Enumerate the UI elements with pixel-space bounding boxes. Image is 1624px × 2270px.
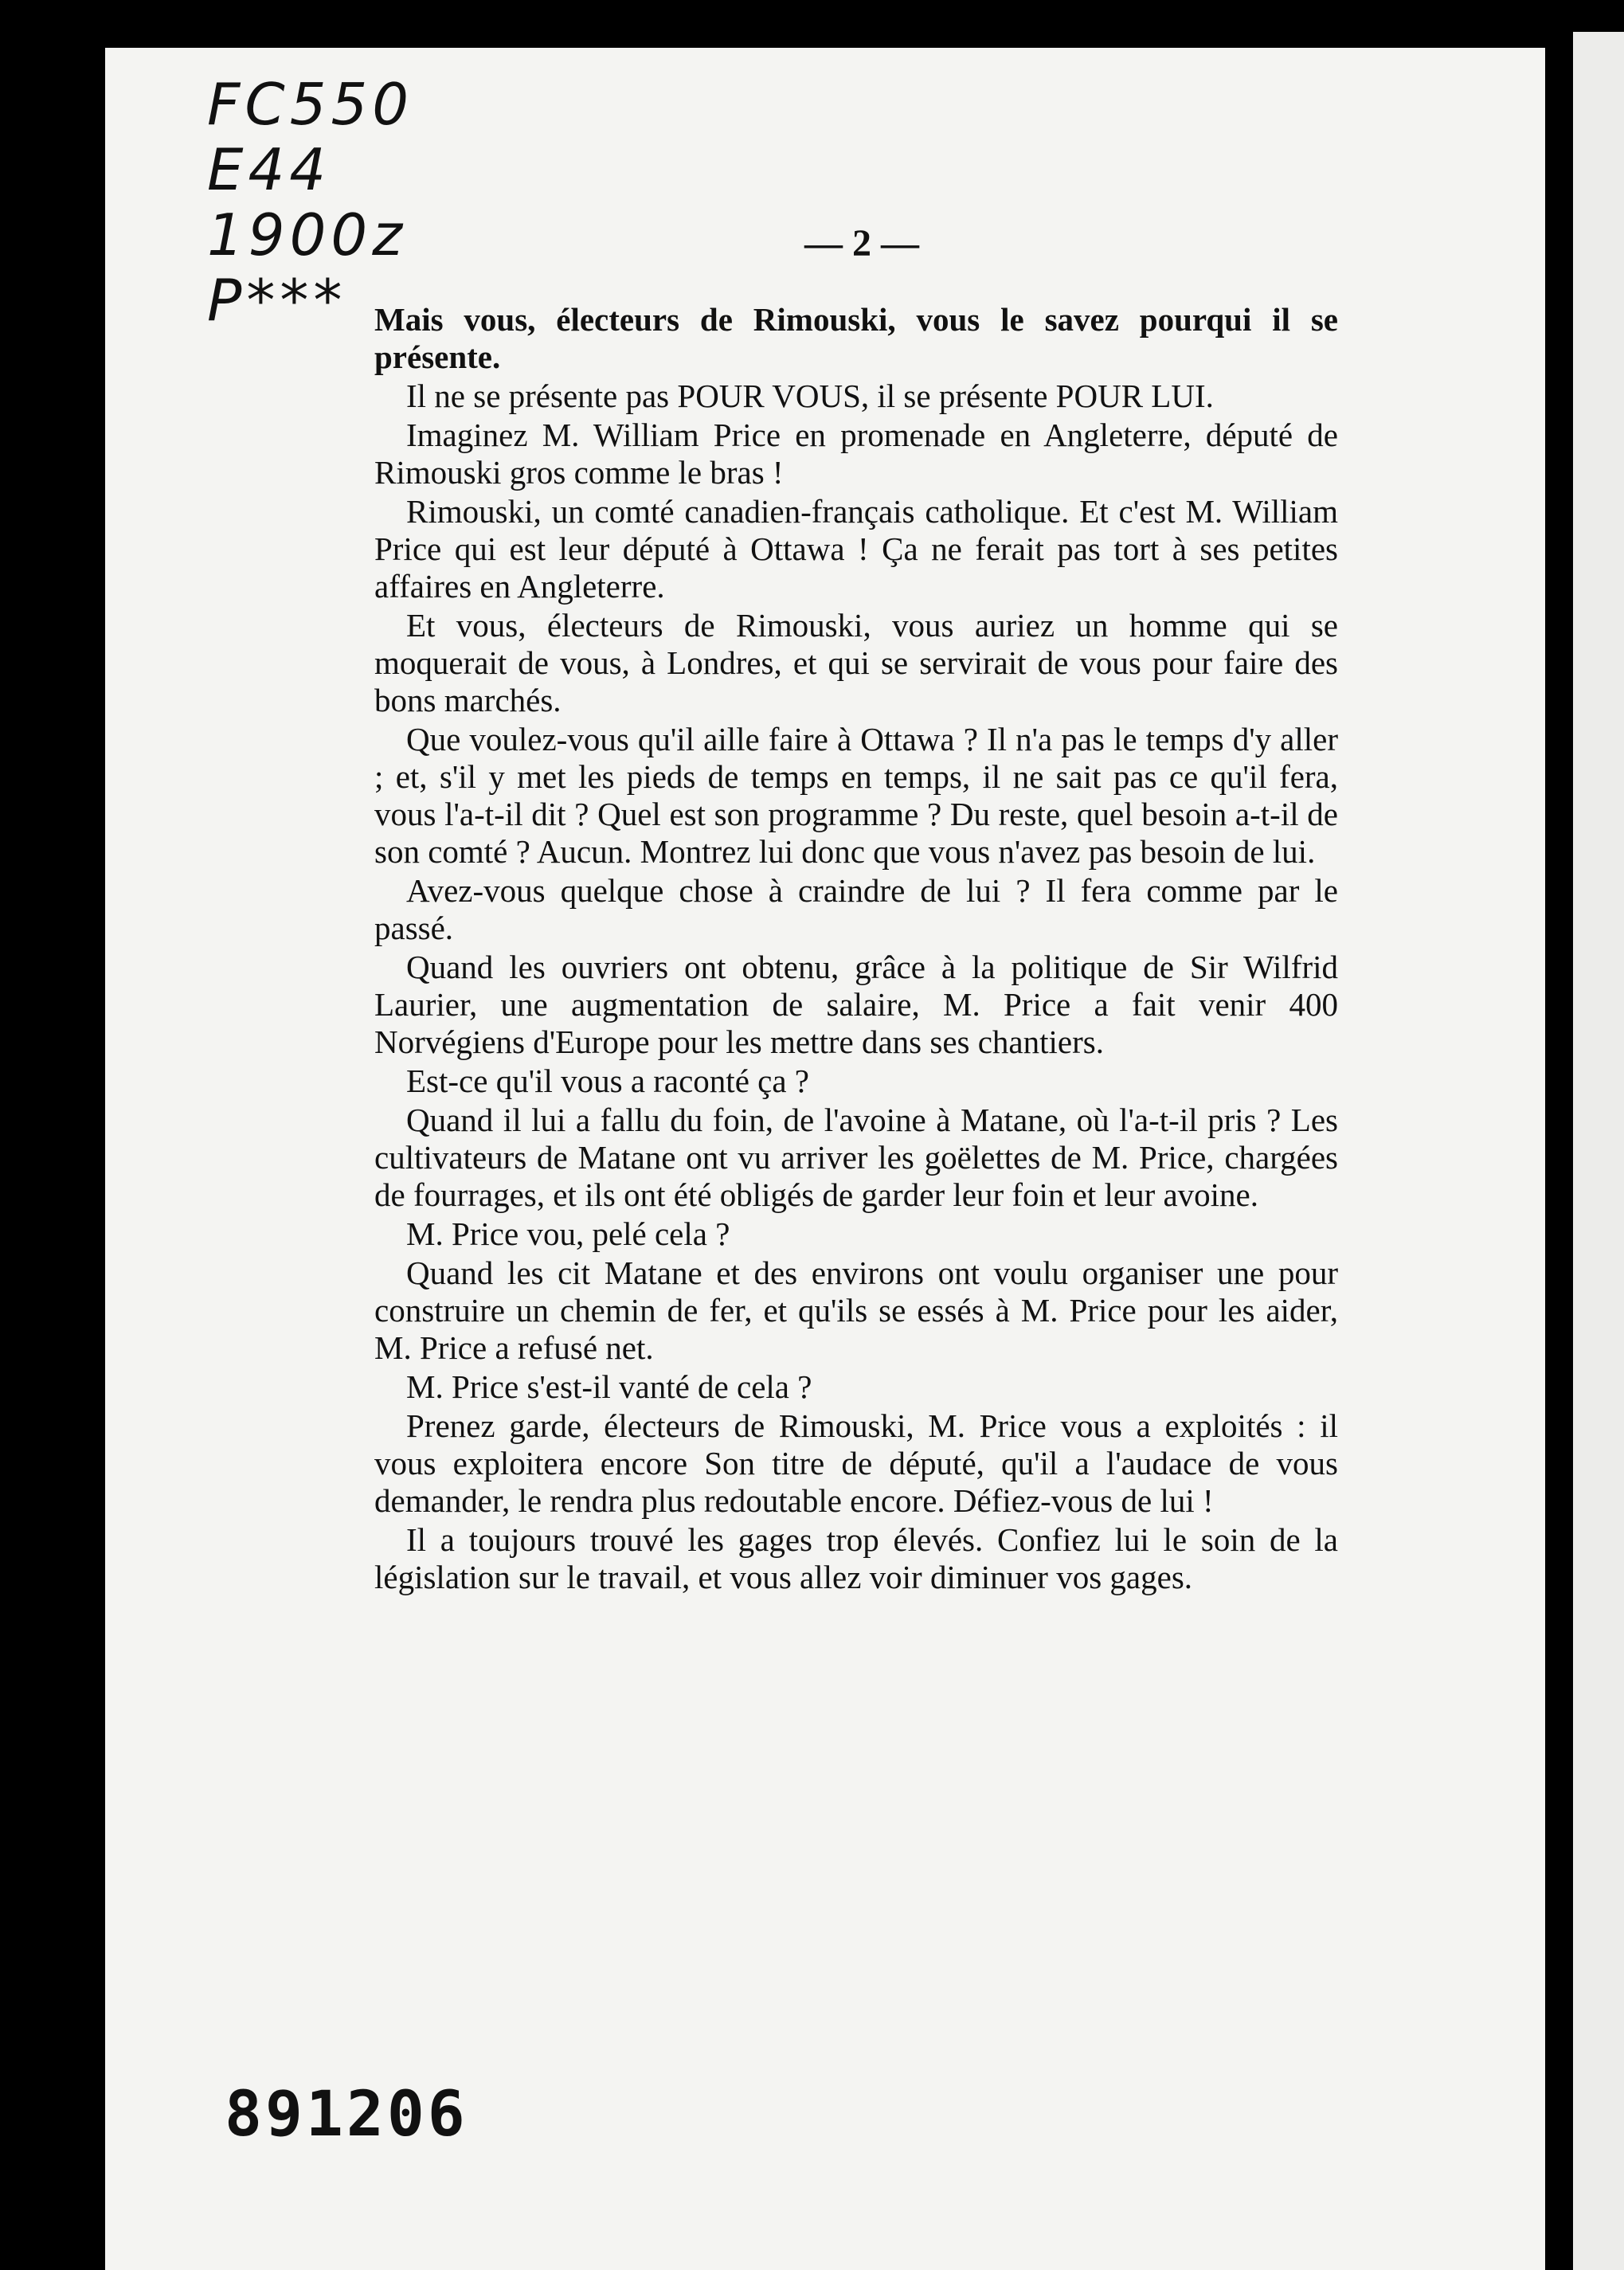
document-body — [374, 301, 1338, 1598]
handwritten-line: 1900z — [207, 202, 408, 268]
paragraph: Et vous, électeurs de Rimouski, vous auriez un homme qui se moquerait de vous, à Londres, et qui se servirait de vous pour faire des bons marchés. — [374, 607, 1338, 718]
paragraph: Avez-vous quelque chose à craindre de lui ? Il fera comme par le passé. — [374, 872, 1338, 946]
paragraph: Quand les cit Matane et des environs ont voulu organiser une pour construire un chemin de fer, et qu'ils se essés à M. Price pour les aider, M. Price a refusé net. — [374, 1254, 1338, 1366]
handwritten-call-number — [207, 72, 413, 333]
handwritten-line: P*** — [207, 267, 347, 334]
paragraph: Est-ce qu'il vous a raconté ça ? — [406, 1063, 809, 1099]
paragraph: M. Price vou, pelé cela ? — [406, 1215, 730, 1252]
paragraph: Quand les ouvriers ont obtenu, grâce à la politique de Sir Wilfrid Laurier, une augmentation de salaire, M. Price a fait venir 400 Norvégiens d'Europe pour les mettre dans ses chantiers. — [374, 949, 1338, 1060]
handwritten-line: E44 — [207, 136, 331, 203]
paragraph: Prenez garde, électeurs de Rimouski, M. Price vous a exploités : il vous exploitera encore Son titre de député, qu'il a l'audace de vous demander, le rendra plus redoutable encore. Défiez-vous de lui ! — [374, 1407, 1338, 1519]
paragraph: Quand il lui a fallu du foin, de l'avoine à Matane, où l'a-t-il pris ? Les cultivateurs de Matane ont vu arriver les goëlettes de M. Price, chargées de fourrages, et ils ont été obligés de garder leur foin et leur avoine. — [374, 1102, 1338, 1213]
paragraph: Mais vous, électeurs de Rimouski, vous le savez pourqui il se présente. — [374, 301, 1338, 375]
paragraph: Il a toujours trouvé les gages trop élevés. Confiez lui le soin de la législation sur le travail, et vous allez voir diminuer vos gages. — [374, 1521, 1338, 1595]
page-number: — 2 — — [804, 222, 919, 264]
adjacent-page-edge — [1573, 32, 1624, 2270]
paragraph: Imaginez M. William Price en promenade en Angleterre, député de Rimouski gros comme le bras ! — [374, 417, 1338, 491]
paragraph: Il ne se présente pas POUR VOUS, il se présente POUR LUI. — [406, 378, 1214, 414]
handwritten-line: FC550 — [207, 71, 414, 138]
paragraph: Que voulez-vous qu'il aille faire à Ottawa ? Il n'a pas le temps d'y aller ; et, s'il y met les pieds de temps en temps, il ne sait pas ce qu'il fera, vous l'a-t-il dit ? Quel est son programme ? Du reste, quel besoin a-t-il de son comté ? Aucun. Montrez lui donc que vous n'avez pas besoin de lui. — [374, 721, 1338, 870]
paragraph: Rimouski, un comté canadien-français catholique. Et c'est M. William Price qui est leur député à Ottawa ! Ça ne ferait pas tort à ses petites affaires en Angleterre. — [374, 493, 1338, 605]
stamped-number: 891206 — [225, 2079, 468, 2151]
paragraph: M. Price s'est-il vanté de cela ? — [406, 1368, 812, 1405]
